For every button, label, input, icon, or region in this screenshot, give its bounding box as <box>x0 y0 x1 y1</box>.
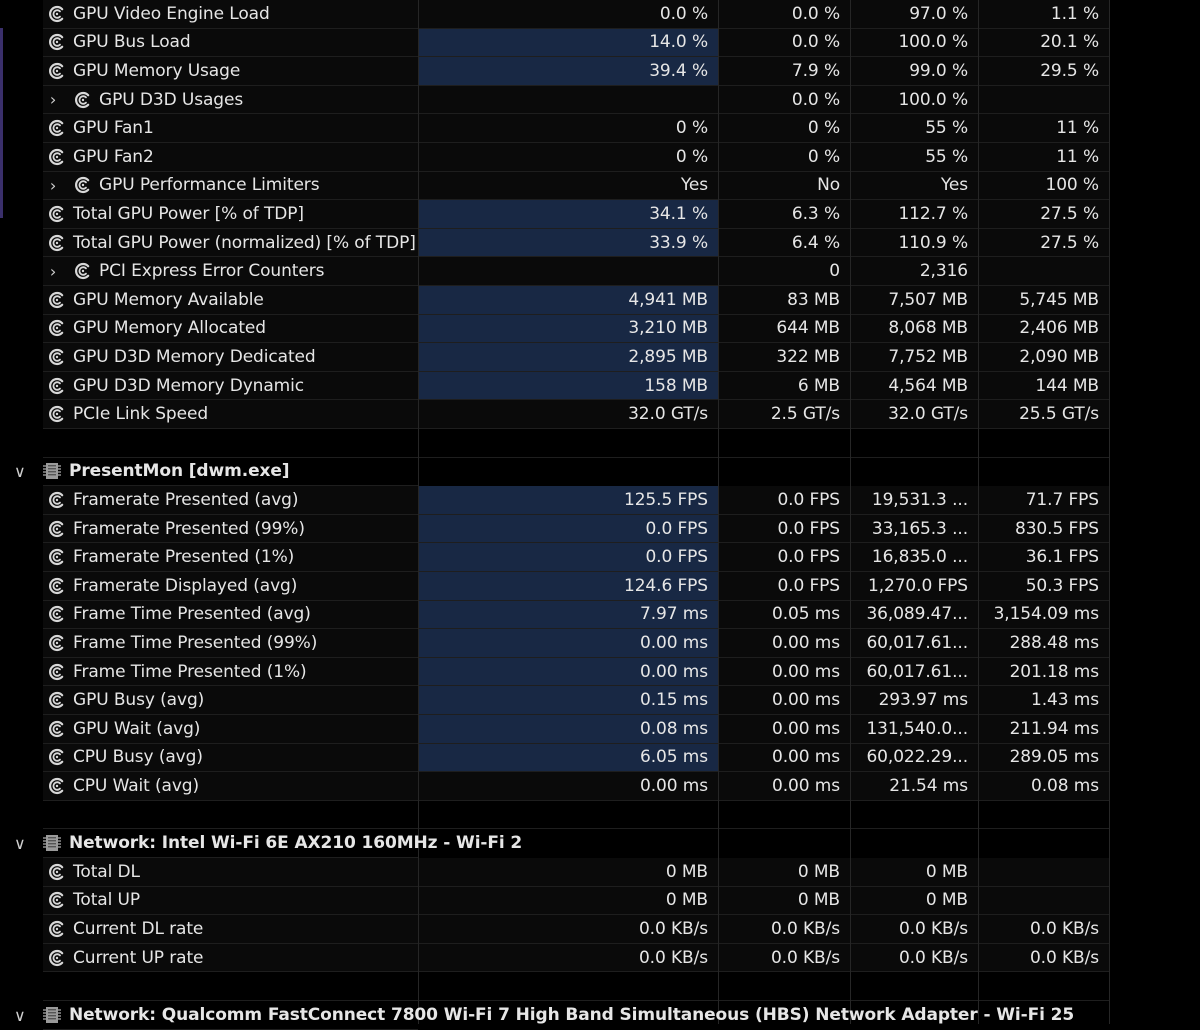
sensor-name-label: PCIe Link Speed <box>73 404 209 425</box>
average-value-cell: 201.18 ms <box>979 658 1109 687</box>
current-value-cell: 34.1 % <box>419 200 718 229</box>
sensor-name-cell <box>43 200 418 229</box>
maximum-value-cell: 55 % <box>851 114 978 143</box>
current-value-cell: 0.00 ms <box>419 658 718 687</box>
spacer-cell <box>719 801 850 830</box>
maximum-value-cell: 21.54 ms <box>851 772 978 801</box>
average-value-cell: 25.5 GT/s <box>979 400 1109 429</box>
sensor-name-cell <box>43 486 418 515</box>
average-value-cell <box>979 257 1109 286</box>
current-value-cell <box>419 86 718 115</box>
maximum-value-cell: 7,752 MB <box>851 343 978 372</box>
current-value-cell: 6.05 ms <box>419 744 718 773</box>
sensor-name-label: Frame Time Presented (99%) <box>73 632 318 653</box>
current-value-cell: 0.0 FPS <box>419 515 718 544</box>
spacer-row <box>0 972 1200 1001</box>
sensor-name-cell <box>43 658 418 687</box>
spacer-cell <box>979 801 1109 830</box>
spacer-name-cell <box>43 972 418 1001</box>
sensor-row[interactable] <box>0 686 1200 715</box>
group-name-label: PresentMon [dwm.exe] <box>69 461 290 482</box>
average-value-cell: 144 MB <box>979 372 1109 401</box>
maximum-value-cell: 60,017.61... <box>851 629 978 658</box>
sensor-row[interactable] <box>0 229 1200 258</box>
group-name-cell <box>43 1001 1075 1030</box>
sensor-name-label: Total GPU Power [% of TDP] <box>73 203 304 224</box>
chevron-right-icon[interactable]: › <box>49 261 57 281</box>
maximum-value-cell: 97.0 % <box>851 0 978 29</box>
sensor-name-cell <box>43 315 418 344</box>
sensor-name-label: Framerate Presented (1%) <box>73 547 295 568</box>
current-value-cell: 0 % <box>419 143 718 172</box>
current-value-cell: 0 MB <box>419 858 718 887</box>
sensor-row[interactable] <box>0 601 1200 630</box>
sensor-name-label: Frame Time Presented (avg) <box>73 604 311 625</box>
spacer-cell <box>979 429 1109 458</box>
sensor-row[interactable] <box>0 944 1200 973</box>
sensor-name-cell <box>43 172 418 201</box>
chevron-down-icon[interactable]: ∨ <box>14 1005 26 1025</box>
maximum-value-cell: 293.97 ms <box>851 686 978 715</box>
maximum-value-cell: 112.7 % <box>851 200 978 229</box>
chip-icon <box>43 1005 61 1025</box>
sensor-name-label: GPU Fan1 <box>73 118 154 139</box>
sensor-name-label: GPU D3D Usages <box>99 89 244 110</box>
sensor-name-label: CPU Busy (avg) <box>73 747 203 768</box>
sensor-name-cell <box>43 772 418 801</box>
spacer-cell <box>851 801 978 830</box>
minimum-value-cell: 0.0 KB/s <box>719 944 850 973</box>
current-value-cell: Yes <box>419 172 718 201</box>
minimum-value-cell: 0.0 FPS <box>719 572 850 601</box>
clock-sensor-icon <box>47 547 67 567</box>
average-value-cell: 3,154.09 ms <box>979 601 1109 630</box>
clock-sensor-icon <box>47 404 67 424</box>
spacer-cell <box>419 972 718 1001</box>
minimum-value-cell: 0.0 KB/s <box>719 915 850 944</box>
current-value-cell: 14.0 % <box>419 29 718 58</box>
clock-sensor-icon <box>47 576 67 596</box>
sensor-row[interactable] <box>0 400 1200 429</box>
group-name-label: Network: Intel Wi-Fi 6E AX210 160MHz - Wi-Fi 2 <box>69 833 523 854</box>
current-value-cell: 0.08 ms <box>419 715 718 744</box>
current-value-cell: 158 MB <box>419 372 718 401</box>
maximum-value-cell: 100.0 % <box>851 29 978 58</box>
minimum-value-cell: 6.4 % <box>719 229 850 258</box>
average-value-cell: 1.43 ms <box>979 686 1109 715</box>
maximum-value-cell: 32.0 GT/s <box>851 400 978 429</box>
current-value-cell: 32.0 GT/s <box>419 400 718 429</box>
clock-sensor-icon <box>47 290 67 310</box>
sensor-name-cell <box>43 858 418 887</box>
sensor-name-cell <box>43 686 418 715</box>
sensor-name-label: GPU Bus Load <box>73 32 191 53</box>
minimum-value-cell: No <box>719 172 850 201</box>
clock-sensor-icon <box>47 719 67 739</box>
clock-sensor-icon <box>47 690 67 710</box>
sensor-row[interactable] <box>0 629 1200 658</box>
clock-sensor-icon <box>47 862 67 882</box>
sensor-name-cell <box>43 400 418 429</box>
average-value-cell: 36.1 FPS <box>979 543 1109 572</box>
clock-sensor-icon <box>47 604 67 624</box>
minimum-value-cell: 0.00 ms <box>719 686 850 715</box>
maximum-value-cell: 2,316 <box>851 257 978 286</box>
spacer-row <box>0 801 1200 830</box>
sensor-name-label: GPU D3D Memory Dynamic <box>73 375 304 396</box>
sensor-row[interactable] <box>0 572 1200 601</box>
minimum-value-cell: 0.0 % <box>719 86 850 115</box>
minimum-value-cell: 0 <box>719 257 850 286</box>
minimum-value-cell: 322 MB <box>719 343 850 372</box>
sensor-row[interactable] <box>0 744 1200 773</box>
minimum-value-cell: 0.0 FPS <box>719 543 850 572</box>
sensor-name-cell <box>43 0 418 29</box>
group-header-row[interactable] <box>0 458 1200 487</box>
group-name-cell <box>43 458 418 487</box>
sensor-row[interactable] <box>0 543 1200 572</box>
current-value-cell: 0.0 FPS <box>419 543 718 572</box>
sensor-row[interactable] <box>0 915 1200 944</box>
sensor-name-cell <box>43 343 418 372</box>
maximum-value-cell: 8,068 MB <box>851 315 978 344</box>
maximum-value-cell: Yes <box>851 172 978 201</box>
clock-sensor-icon <box>47 747 67 767</box>
sensor-row[interactable] <box>0 858 1200 887</box>
sensor-name-label: GPU Video Engine Load <box>73 3 270 24</box>
current-value-cell <box>419 257 718 286</box>
maximum-value-cell: 36,089.47... <box>851 601 978 630</box>
sensor-name-label: Total DL <box>73 861 140 882</box>
minimum-value-cell: 0.00 ms <box>719 772 850 801</box>
minimum-value-cell: 0.00 ms <box>719 715 850 744</box>
clock-sensor-icon <box>73 175 93 195</box>
average-value-cell <box>979 858 1109 887</box>
minimum-value-cell: 6 MB <box>719 372 850 401</box>
group-name-cell <box>43 829 523 858</box>
sensor-row[interactable] <box>0 114 1200 143</box>
average-value-cell: 20.1 % <box>979 29 1109 58</box>
current-value-cell: 124.6 FPS <box>419 572 718 601</box>
sensor-name-cell <box>43 629 418 658</box>
maximum-value-cell: 0.0 KB/s <box>851 915 978 944</box>
clock-sensor-icon <box>47 662 67 682</box>
maximum-value-cell: 33,165.3 ... <box>851 515 978 544</box>
average-value-cell: 2,406 MB <box>979 315 1109 344</box>
average-value-cell <box>979 86 1109 115</box>
group-header-row[interactable] <box>0 1001 1200 1030</box>
sensor-name-label: PCI Express Error Counters <box>99 261 325 282</box>
sensor-row[interactable] <box>0 200 1200 229</box>
sensor-name-cell <box>43 601 418 630</box>
current-value-cell: 33.9 % <box>419 229 718 258</box>
sensor-name-cell <box>43 229 418 258</box>
minimum-value-cell: 0 MB <box>719 887 850 916</box>
chevron-down-icon[interactable]: ∨ <box>14 462 26 482</box>
sensor-name-label: Framerate Presented (99%) <box>73 518 305 539</box>
sensor-row[interactable] <box>0 658 1200 687</box>
sensor-row[interactable] <box>0 172 1200 201</box>
minimum-value-cell: 7.9 % <box>719 57 850 86</box>
average-value-cell: 27.5 % <box>979 229 1109 258</box>
clock-sensor-icon <box>47 776 67 796</box>
sensor-name-cell <box>43 286 418 315</box>
sensor-name-label: GPU Fan2 <box>73 146 154 167</box>
sensor-name-cell <box>43 57 418 86</box>
chevron-right-icon[interactable]: › <box>49 175 57 195</box>
minimum-value-cell: 0.0 FPS <box>719 515 850 544</box>
sensor-row[interactable] <box>0 372 1200 401</box>
maximum-value-cell: 60,022.29... <box>851 744 978 773</box>
current-value-cell: 0 % <box>419 114 718 143</box>
sensor-row[interactable] <box>0 715 1200 744</box>
spacer-name-cell <box>43 801 418 830</box>
minimum-value-cell: 0 % <box>719 114 850 143</box>
clock-sensor-icon <box>47 890 67 910</box>
average-value-cell: 50.3 FPS <box>979 572 1109 601</box>
sensor-name-label: Current UP rate <box>73 947 204 968</box>
sensor-name-cell <box>43 715 418 744</box>
sensor-name-cell <box>43 744 418 773</box>
sensor-name-label: GPU Performance Limiters <box>99 175 320 196</box>
clock-sensor-icon <box>47 118 67 138</box>
maximum-value-cell: 1,270.0 FPS <box>851 572 978 601</box>
sensor-name-label: GPU Memory Allocated <box>73 318 266 339</box>
sensor-name-label: GPU Busy (avg) <box>73 690 205 711</box>
clock-sensor-icon <box>47 519 67 539</box>
sensor-name-cell <box>43 515 418 544</box>
average-value-cell: 830.5 FPS <box>979 515 1109 544</box>
minimum-value-cell: 0.00 ms <box>719 629 850 658</box>
spacer-cell <box>719 972 850 1001</box>
current-value-cell: 4,941 MB <box>419 286 718 315</box>
spacer-cell <box>979 972 1109 1001</box>
minimum-value-cell: 0.00 ms <box>719 744 850 773</box>
current-value-cell: 0.00 ms <box>419 772 718 801</box>
clock-sensor-icon <box>47 4 67 24</box>
spacer-row <box>0 429 1200 458</box>
average-value-cell: 71.7 FPS <box>979 486 1109 515</box>
clock-sensor-icon <box>47 147 67 167</box>
chevron-down-icon[interactable]: ∨ <box>14 834 26 854</box>
average-value-cell: 11 % <box>979 114 1109 143</box>
sensor-name-cell <box>43 143 418 172</box>
sensor-row[interactable] <box>0 315 1200 344</box>
average-value-cell: 289.05 ms <box>979 744 1109 773</box>
current-value-cell: 39.4 % <box>419 57 718 86</box>
minimum-value-cell: 2.5 GT/s <box>719 400 850 429</box>
sensor-name-label: GPU D3D Memory Dedicated <box>73 346 316 367</box>
minimum-value-cell: 0.00 ms <box>719 658 850 687</box>
sensor-name-label: Framerate Presented (avg) <box>73 489 299 510</box>
spacer-cell <box>851 429 978 458</box>
average-value-cell: 5,745 MB <box>979 286 1109 315</box>
clock-sensor-icon <box>47 376 67 396</box>
sensor-row[interactable] <box>0 29 1200 58</box>
sensor-name-cell <box>43 29 418 58</box>
clock-sensor-icon <box>47 919 67 939</box>
sensor-name-cell <box>43 114 418 143</box>
minimum-value-cell: 0.0 % <box>719 0 850 29</box>
spacer-cell <box>719 429 850 458</box>
maximum-value-cell: 131,540.0... <box>851 715 978 744</box>
spacer-name-cell <box>43 429 418 458</box>
clock-sensor-icon <box>47 233 67 253</box>
minimum-value-cell: 0 MB <box>719 858 850 887</box>
maximum-value-cell: 19,531.3 ... <box>851 486 978 515</box>
sensor-name-cell <box>43 944 418 973</box>
spacer-cell <box>419 429 718 458</box>
sensor-name-cell <box>43 887 418 916</box>
sensor-row[interactable] <box>0 772 1200 801</box>
minimum-value-cell: 83 MB <box>719 286 850 315</box>
minimum-value-cell: 0.0 % <box>719 29 850 58</box>
minimum-value-cell: 0.0 FPS <box>719 486 850 515</box>
current-value-cell: 0 MB <box>419 887 718 916</box>
average-value-cell: 1.1 % <box>979 0 1109 29</box>
average-value-cell: 0.0 KB/s <box>979 944 1109 973</box>
current-value-cell: 125.5 FPS <box>419 486 718 515</box>
sensor-row[interactable] <box>0 486 1200 515</box>
maximum-value-cell: 60,017.61... <box>851 658 978 687</box>
clock-sensor-icon <box>47 347 67 367</box>
group-header-row[interactable] <box>0 829 1200 858</box>
chip-icon <box>43 833 61 853</box>
sensor-row[interactable] <box>0 257 1200 286</box>
sensor-row[interactable] <box>0 86 1200 115</box>
clock-sensor-icon <box>47 318 67 338</box>
current-value-cell: 7.97 ms <box>419 601 718 630</box>
sensor-name-label: Total UP <box>73 890 141 911</box>
spacer-cell <box>851 972 978 1001</box>
group-name-label: Network: Qualcomm FastConnect 7800 Wi-Fi 7 High Band Simultaneous (HBS) Network Adapter - Wi-Fi 25 <box>69 1004 1075 1025</box>
current-value-cell: 2,895 MB <box>419 343 718 372</box>
sensor-row[interactable] <box>0 343 1200 372</box>
sensor-row[interactable] <box>0 515 1200 544</box>
sensor-name-cell <box>43 372 418 401</box>
clock-sensor-icon <box>47 948 67 968</box>
sensor-name-cell <box>43 86 418 115</box>
minimum-value-cell: 0 % <box>719 143 850 172</box>
maximum-value-cell: 99.0 % <box>851 57 978 86</box>
sensor-name-label: CPU Wait (avg) <box>73 775 200 796</box>
average-value-cell: 29.5 % <box>979 57 1109 86</box>
chevron-right-icon[interactable]: › <box>49 90 57 110</box>
current-value-cell: 0.0 % <box>419 0 718 29</box>
sensor-name-cell <box>43 915 418 944</box>
maximum-value-cell: 0 MB <box>851 887 978 916</box>
clock-sensor-icon <box>47 61 67 81</box>
maximum-value-cell: 0.0 KB/s <box>851 944 978 973</box>
sensor-name-label: GPU Wait (avg) <box>73 718 201 739</box>
average-value-cell: 11 % <box>979 143 1109 172</box>
average-value-cell: 0.0 KB/s <box>979 915 1109 944</box>
maximum-value-cell: 110.9 % <box>851 229 978 258</box>
current-value-cell: 3,210 MB <box>419 315 718 344</box>
sensor-row[interactable] <box>0 0 1200 29</box>
chip-icon <box>43 461 61 481</box>
clock-sensor-icon <box>47 32 67 52</box>
spacer-cell <box>419 801 718 830</box>
sensor-name-label: GPU Memory Usage <box>73 60 241 81</box>
maximum-value-cell: 4,564 MB <box>851 372 978 401</box>
maximum-value-cell: 7,507 MB <box>851 286 978 315</box>
current-value-cell: 0.0 KB/s <box>419 944 718 973</box>
average-value-cell: 288.48 ms <box>979 629 1109 658</box>
average-value-cell: 100 % <box>979 172 1109 201</box>
sensor-name-label: Framerate Displayed (avg) <box>73 575 298 596</box>
current-value-cell: 0.0 KB/s <box>419 915 718 944</box>
sensor-row[interactable] <box>0 286 1200 315</box>
average-value-cell: 2,090 MB <box>979 343 1109 372</box>
average-value-cell: 211.94 ms <box>979 715 1109 744</box>
average-value-cell <box>979 887 1109 916</box>
maximum-value-cell: 0 MB <box>851 858 978 887</box>
maximum-value-cell: 100.0 % <box>851 86 978 115</box>
sensor-row[interactable] <box>0 887 1200 916</box>
clock-sensor-icon <box>47 204 67 224</box>
minimum-value-cell: 644 MB <box>719 315 850 344</box>
sensor-name-label: Total GPU Power (normalized) [% of TDP] <box>73 232 416 253</box>
average-value-cell: 0.08 ms <box>979 772 1109 801</box>
current-value-cell: 0.15 ms <box>419 686 718 715</box>
clock-sensor-icon <box>47 633 67 653</box>
sensor-name-label: Frame Time Presented (1%) <box>73 661 307 682</box>
sensor-name-label: GPU Memory Available <box>73 289 264 310</box>
minimum-value-cell: 6.3 % <box>719 200 850 229</box>
sensor-name-cell <box>43 572 418 601</box>
sensor-row[interactable] <box>0 57 1200 86</box>
maximum-value-cell: 55 % <box>851 143 978 172</box>
maximum-value-cell: 16,835.0 ... <box>851 543 978 572</box>
clock-sensor-icon <box>47 490 67 510</box>
sensor-name-cell <box>43 257 418 286</box>
sensor-name-label: Current DL rate <box>73 918 204 939</box>
current-value-cell: 0.00 ms <box>419 629 718 658</box>
sensor-row[interactable] <box>0 143 1200 172</box>
sensor-name-cell <box>43 543 418 572</box>
average-value-cell: 27.5 % <box>979 200 1109 229</box>
minimum-value-cell: 0.05 ms <box>719 601 850 630</box>
clock-sensor-icon <box>73 261 93 281</box>
clock-sensor-icon <box>73 90 93 110</box>
